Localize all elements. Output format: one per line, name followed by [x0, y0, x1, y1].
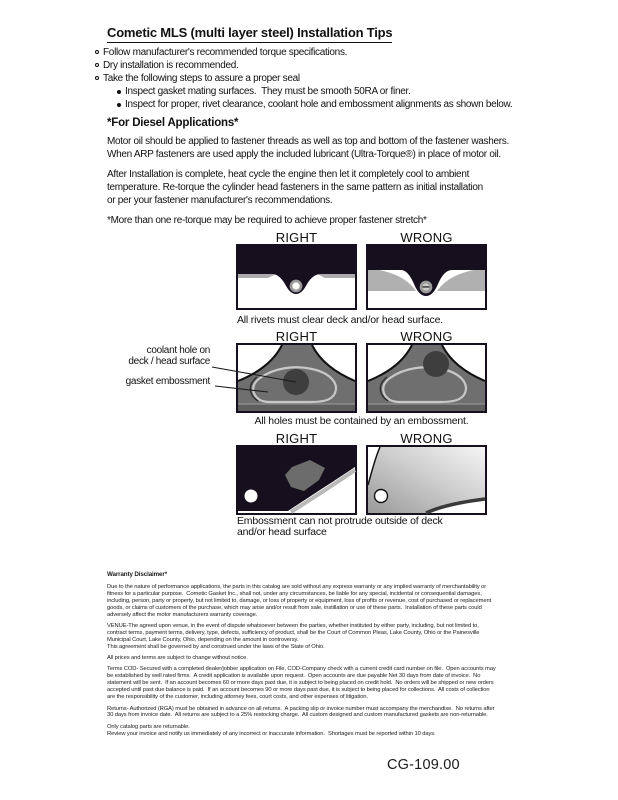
diagram-caption: All rivets must clear deck and/or head surface. — [237, 314, 443, 326]
list-item — [95, 60, 512, 73]
rivet-wrong-diagram — [366, 244, 487, 310]
diagram-caption: Embossment can not protrude outside of deck and/or head surface — [237, 515, 443, 538]
bolt-hole-icon — [245, 490, 258, 503]
diagram-caption: All holes must be contained by an embossment. — [254, 415, 469, 427]
bullet-filled-icon — [117, 90, 121, 94]
tip-text: Take the following steps to assure a proper seal — [103, 73, 300, 84]
wrong-label: WRONG — [400, 431, 453, 446]
warranty-paragraph: Due to the nature of performance applications, the parts in this catalog are sold without any express warranty or any implied warranty of merchantability or fitness for a particular purpose. Cometic Gasket Inc., shall not, under any circumstances, be liable for any special, incidental or consequential damages, including, person, party or property, but not limited to, damage, or loss of property or equipment, loss of profits or revenue, cost of purchased or replacement goods, or claims of customers of the purchase, which may arise and/or result from sale, instillation or use of these parts. Installation of these parts could adversely affect the motor manufacturers warranty coverage. — [107, 583, 492, 618]
retorque-note — [107, 214, 509, 227]
protrusion-wrong-diagram — [366, 445, 487, 515]
gasket-embossment-annotation: gasket embossment — [125, 376, 210, 387]
warranty-paragraph: Returns- Authorized (RGA) must be obtained in advance on all returns. A packing slip or invoice number must accompany the merchandise. No returns after 30 days from invoice date. All returns are subject to a 25% restocking charge. All custom designed and custom manufactured gaskets are non-returnable. — [107, 705, 495, 719]
coolant-hole-annotation: coolant hole on deck / head surface — [128, 345, 210, 367]
warranty-disclaimer-section — [107, 572, 519, 742]
warranty-paragraph: VENUE-The agreed upon venue, in the event of dispute whatsoever between the parties, whether instituted by either party, including, but not limited to, contract terms, payment terms, delivery, type, defects, sufficiency of product, shall be the Court of Common Pleas, Lake County, Ohio or the Painesville Municipal Court, Lake County, Ohio, depending on the amount in controversy. This agreement shall be governed by and construed under the laws of the State of Ohio. — [107, 622, 480, 650]
wrong-label: WRONG — [400, 329, 453, 344]
warranty-paragraph: Only catalog parts are returnable. Review your invoice and notify us immediately of any incorrect or inaccurate information. Shortages must be reported within 10 days. — [107, 723, 436, 737]
right-label: RIGHT — [275, 431, 318, 446]
bullet-filled-icon — [117, 103, 121, 107]
leader-lines — [209, 360, 309, 400]
tip-text: Follow manufacturer's recommended torque specifications. — [103, 47, 348, 58]
warranty-paragraph: Terms COD- Secured with a completed dealer/jobber application on File, COD-Company check with a current credit card number on file. Open accounts may be established by well rated firms. A credit application is available upon request. Open accounts are due payable Net 30 days from date of invoice. No statement will be sent. If an account becomes 60 or more days past due, it is subject to being placed on credit hold. No orders will be shipped or new orders accepted until past due balance is paid. If an account becomes 90 or more days past due, it is subject to being placed for collections. All costs of collection are the responsibility of the customer, including attorney fees, court costs, and other expenses of litigation. — [107, 666, 496, 701]
bolt-hole-icon — [375, 490, 388, 503]
right-label: RIGHT — [275, 329, 318, 344]
embossment-wrong-diagram — [366, 343, 487, 413]
list-item — [95, 47, 512, 60]
list-item — [117, 86, 512, 99]
installation-tips-list — [95, 47, 512, 112]
wrong-label: WRONG — [400, 230, 453, 245]
right-label: RIGHT — [275, 230, 318, 245]
diagram-boxes — [236, 244, 487, 310]
diagram-embossment-protrusion — [236, 431, 487, 538]
page-title: Cometic MLS (multi layer steel) Installation Tips — [107, 25, 392, 43]
bullet-open-icon — [95, 63, 99, 67]
rivet-right-diagram — [236, 244, 357, 310]
tip-text: Dry installation is recommended. — [103, 60, 239, 71]
paragraph: Motor oil should be applied to fastener threads as well as top and bottom of the fastener washers. When ARP fasteners are used apply the included lubricant (Ultra-Torque®) in place of motor oil. — [107, 136, 509, 160]
warranty-heading: Warranty Disclaimer* — [107, 571, 168, 578]
note-text: *More than one re-torque may be required to achieve proper fastener stretch* — [107, 215, 427, 226]
page-code: CG-109.00 — [387, 757, 460, 773]
bullet-open-icon — [95, 50, 99, 54]
list-item — [95, 73, 512, 86]
diagram-labels — [236, 329, 487, 344]
coolant-hole-icon — [423, 351, 449, 377]
warranty-paragraph: All prices and terms are subject to change without notice. — [107, 655, 248, 662]
diagram-hole-embossment — [236, 329, 487, 427]
bullet-open-icon — [95, 76, 99, 80]
diagram-labels — [236, 230, 487, 245]
diagram-rivet-clearance — [236, 230, 487, 326]
tip-text: Inspect for proper, rivet clearance, coolant hole and embossment alignments as shown below. — [125, 99, 513, 110]
list-item — [117, 99, 512, 112]
diagram-boxes — [236, 445, 487, 515]
diagram-annotations — [98, 346, 210, 388]
paragraph: After Installation is complete, heat cycle the engine then let it completely cool to ambient temperature. Re-torque the cylinder head fasteners in the same pattern as initial installation or per your fastener manufacturer's recommendations. — [107, 169, 483, 206]
diesel-applications-section — [107, 117, 509, 234]
section-heading: *For Diesel Applications* — [107, 117, 239, 129]
diagram-labels — [236, 431, 487, 446]
protrusion-right-diagram — [236, 445, 357, 515]
tip-text: Inspect gasket mating surfaces. They must be smooth 50RA or finer. — [125, 86, 411, 97]
